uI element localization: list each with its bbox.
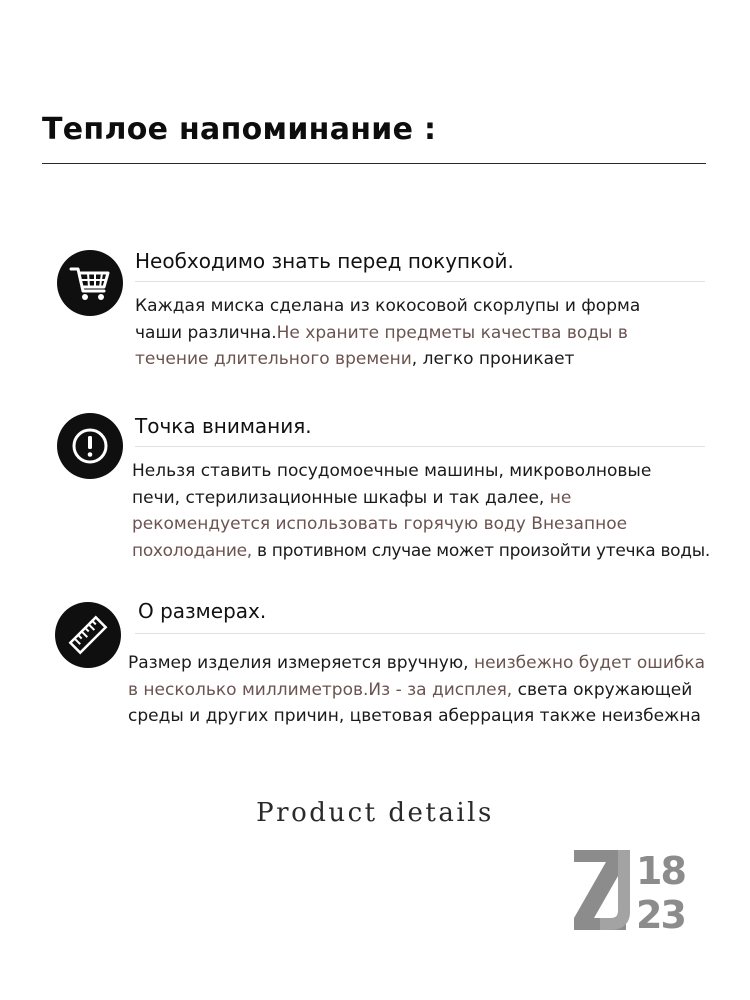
text-line: похолодание, в противном случае может произойти утечка воды. [132,540,710,561]
svg-text:23: 23 [636,893,685,932]
section-text [135,293,640,373]
product-details-heading: Product details [256,798,494,828]
section-text [132,458,710,564]
svg-text:18: 18 [636,849,685,893]
section-heading: О размерах. [138,599,267,623]
text-line: Каждая миска сделана из кокосовой скорлупы и форма [135,296,641,316]
brand-logo [570,848,710,932]
ruler-icon [66,613,110,657]
text-line: чаши различна.Не храните предметы качества воды в [135,322,628,343]
text-line: среды и других причин, цветовая аберрация также неизбежна [128,706,701,726]
section-heading: Точка внимания. [135,414,312,438]
text-line: рекомендуется использовать горячую воду Внезапное [132,514,628,534]
shopping-cart-icon [68,263,112,303]
text-line: печи, стерилизационные шкафы и так далее, не [132,487,572,508]
section-text [128,650,705,730]
text-line: течение длительного времени, легко проникает [135,349,575,369]
section-divider [135,281,705,282]
section-divider [135,446,705,447]
exclamation-icon-badge [57,413,123,479]
cart-icon-badge [57,250,123,316]
section-divider [135,633,705,634]
ruler-icon-badge [55,602,121,668]
page-title: Теплое напоминание : [42,112,437,147]
section-heading: Необходимо знать перед покупкой. [135,249,514,273]
text-line: в несколько миллиметров.Из - за дисплея, света окружающей [128,679,693,700]
exclamation-icon [70,426,110,466]
title-divider [42,163,706,164]
text-line: Размер изделия измеряется вручную, неизбежно будет ошибка [128,653,706,673]
text-line: Нельзя ставить посудомоечные машины, микроволновые [132,461,652,481]
